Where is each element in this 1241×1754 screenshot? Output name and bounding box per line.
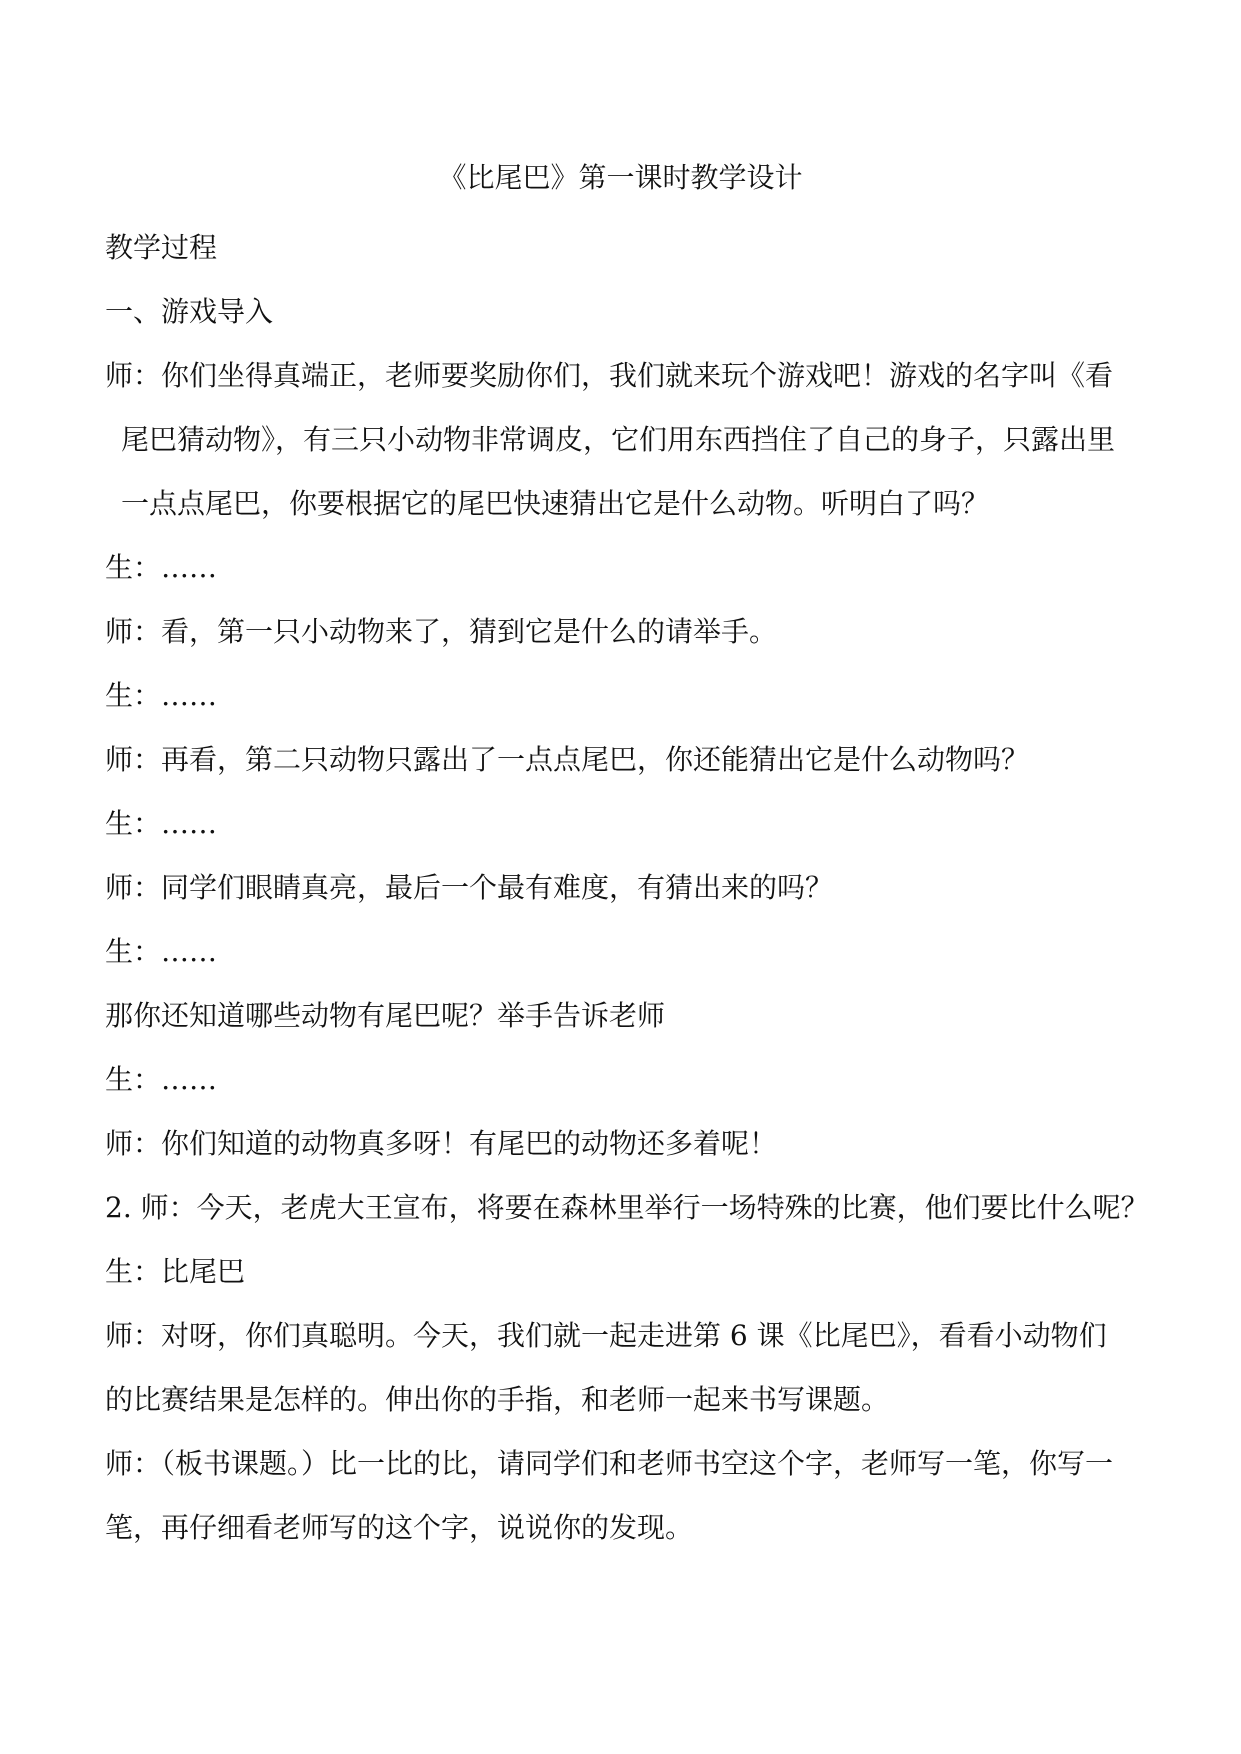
paragraph-line: 生：比尾巴 [105,1255,246,1288]
paragraph-line: 一点点尾巴，你要根据它的尾巴快速猜出它是什么动物。听明白了吗？ [121,487,990,520]
paragraph-line: 师：你们知道的动物真多呀！有尾巴的动物还多着呢！ [105,1127,778,1160]
paragraph-line: 师：同学们眼睛真亮，最后一个最有难度，有猜出来的吗？ [105,871,834,904]
paragraph-line: 师：看，第一只小动物来了，猜到它是什么的请举手。 [105,615,778,648]
paragraph-line: 尾巴猜动物》，有三只小动物非常调皮，它们用东西挡住了自己的身子，只露出里 [121,423,1116,456]
paragraph-line: 师：再看，第二只动物只露出了一点点尾巴，你还能猜出它是什么动物吗？ [105,743,1030,776]
paragraph-line: 生：…… [105,551,218,584]
section-heading: 一、游戏导入 [105,295,274,328]
paragraph-line: 师：对呀，你们真聪明。今天，我们就一起走进第 6 课《比尾巴》，看看小动物们 [105,1319,1107,1352]
paragraph-line: 2. 师：今天，老虎大王宣布，将要在森林里举行一场特殊的比赛，他们要比什么呢？ [105,1191,1149,1224]
paragraph-line: 笔，再仔细看老师写的这个字，说说你的发现。 [105,1511,694,1544]
paragraph-line: 生：…… [105,807,218,840]
paragraph-line: 师：（板书课题。）比一比的比，请同学们和老师书空这个字，老师写一笔，你写一 [105,1447,1114,1480]
section-heading: 教学过程 [105,231,218,264]
paragraph-line: 的比赛结果是怎样的。伸出你的手指，和老师一起来书写课题。 [105,1383,890,1416]
paragraph-line: 那你还知道哪些动物有尾巴呢？举手告诉老师 [105,999,666,1032]
document-title: 《比尾巴》第一课时教学设计 [438,161,803,194]
paragraph-line: 师：你们坐得真端正，老师要奖励你们，我们就来玩个游戏吧！游戏的名字叫《看 [105,359,1114,392]
paragraph-line: 生：…… [105,935,218,968]
paragraph-line: 生：…… [105,679,218,712]
paragraph-line: 生：…… [105,1063,218,1096]
